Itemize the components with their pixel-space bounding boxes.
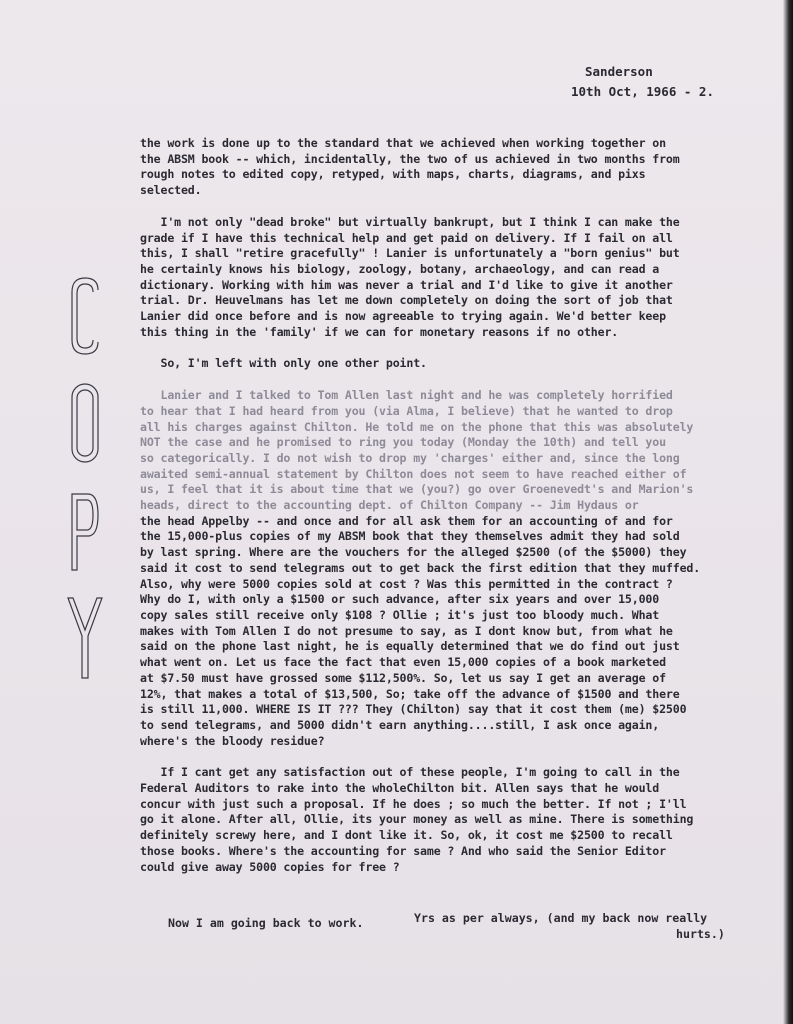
body-line: by last spring. Where are the vouchers for the alleged $2500 (of the $5000) they	[140, 545, 687, 560]
body-line: So, I'm left with only one other point.	[140, 356, 427, 371]
body-line: said on the phone last night, he is equally determined that we do find out just	[140, 639, 680, 654]
body-line: the 15,000-plus copies of my ABSM book that they themselves admit they had sold	[140, 529, 680, 544]
body-line: to send telegrams, and 5000 didn't earn anything....still, I ask once again,	[140, 717, 660, 732]
body-line: the head Appelby -- and once and for all ask them for an accounting of and for	[140, 513, 673, 528]
body-line: Lanier did once before and is now agreeable to trying again. We'd better keep	[140, 309, 666, 324]
body-line: If I cant get any satisfaction out of these people, I'm going to call in the	[140, 765, 680, 780]
body-line: so categorically. I do not wish to drop my 'charges' either and, since the long	[140, 450, 680, 465]
body-line: selected.	[140, 183, 202, 198]
paragraph-5	[140, 765, 780, 875]
body-line: concur with just such a proposal. If he does ; so much the better. If not ; I'll	[140, 796, 687, 811]
body-line: where's the bloody residue?	[140, 733, 325, 748]
body-line: this, I shall "retire gracefully" ! Lanier is unfortunately a "born genius" but	[140, 246, 680, 261]
body-line: to hear that I had heard from you (via Alma, I believe) that he wanted to drop	[140, 403, 673, 418]
body-line: awaited semi-annual statement by Chilton does not seem to have reached either of	[140, 466, 687, 481]
body-line: Federal Auditors to rake into the wholeChilton bit. Allen says that he would	[140, 781, 660, 796]
body-line: said it cost to send telegrams out to get back the first edition that they muffed.	[140, 560, 701, 575]
date-and-page: 10th Oct, 1966 - 2.	[571, 84, 714, 99]
body-line: grade if I have this technical help and get paid on delivery. If I fail on all	[140, 230, 673, 245]
paragraph-1	[140, 136, 780, 199]
copy-stamp-graphic	[60, 270, 110, 690]
body-line: Also, why were 5000 copies sold at cost ? Was this permitted in the contract ?	[140, 576, 673, 591]
sender-name: Sanderson	[585, 64, 653, 79]
signoff-line-2: hurts.)	[676, 927, 725, 941]
body-line: definitely screwy here, and I dont like it. So, ok, it cost me $2500 to recall	[140, 828, 673, 843]
body-line: dictionary. Working with him was never a trial and I'd like to give it another	[140, 277, 673, 292]
body-line: at $7.50 must have grossed some $112,500%. So, let us say I get an average of	[140, 670, 666, 685]
body-line: Why do I, with only a $1500 or such advance, after six years and over 15,000	[140, 592, 660, 607]
paragraph-4	[140, 388, 780, 749]
body-line: I'm not only "dead broke" but virtually bankrupt, but I think I can make the	[140, 214, 680, 229]
body-line: rough notes to edited copy, retyped, with maps, charts, diagrams, and pixs	[140, 167, 646, 182]
body-line: the ABSM book -- which, incidentally, the two of us achieved in two months from	[140, 151, 680, 166]
body-line: go it alone. After all, Ollie, its your money as well as mine. There is something	[140, 812, 694, 827]
body-line: NOT the case and he promised to ring you today (Monday the 10th) and tell you	[140, 435, 666, 450]
body-line: what went on. Let us face the fact that even 15,000 copies of a book marketed	[140, 655, 666, 670]
body-line: the work is done up to the standard that we achieved when working together on	[140, 136, 666, 150]
body-line: trial. Dr. Heuvelmans has let me down completely on doing the sort of job that	[140, 293, 673, 308]
body-line: all his charges against Chilton. He told me on the phone that this was absolutely	[140, 419, 694, 434]
scan-edge	[783, 0, 793, 1024]
body-line: Lanier and I talked to Tom Allen last night and he was completely horrified	[140, 388, 673, 403]
body-line: this thing in the 'family' if we can for monetary reasons if no other.	[140, 324, 619, 339]
signoff-line-1: Yrs as per always, (and my back now really	[414, 911, 708, 925]
letter-body	[140, 136, 780, 891]
body-line: makes with Tom Allen I do not presume to say, as I dont know but, from what he	[140, 623, 673, 638]
paragraph-2	[140, 215, 780, 341]
body-line: is still 11,000. WHERE IS IT ??? They (Chilton) say that it cost them (me) $2500	[140, 702, 687, 717]
body-line: he certainly knows his biology, zoology, botany, archaeology, and can read a	[140, 261, 660, 276]
body-line: copy sales still receive only $108 ? Ollie ; it's just too bloody much. What	[140, 607, 660, 622]
body-line: could give away 5000 copies for free ?	[140, 859, 400, 874]
copy-stamp	[60, 270, 110, 690]
body-line: us, I feel that it is about time that we (you?) go over Groenevedt's and Marion's	[140, 482, 694, 497]
signoff	[414, 910, 725, 942]
letter-header	[571, 62, 714, 102]
closing-line: Now I am going back to work.	[168, 916, 364, 930]
body-line: heads, direct to the accounting dept. of Chilton Company -- Jim Hydaus or	[140, 498, 639, 513]
body-line: those books. Where's the accounting for same ? And who said the Senior Editor	[140, 843, 666, 858]
paragraph-3	[140, 356, 780, 372]
body-line: 12%, that makes a total of $13,500, So; take off the advance of $1500 and there	[140, 686, 680, 701]
